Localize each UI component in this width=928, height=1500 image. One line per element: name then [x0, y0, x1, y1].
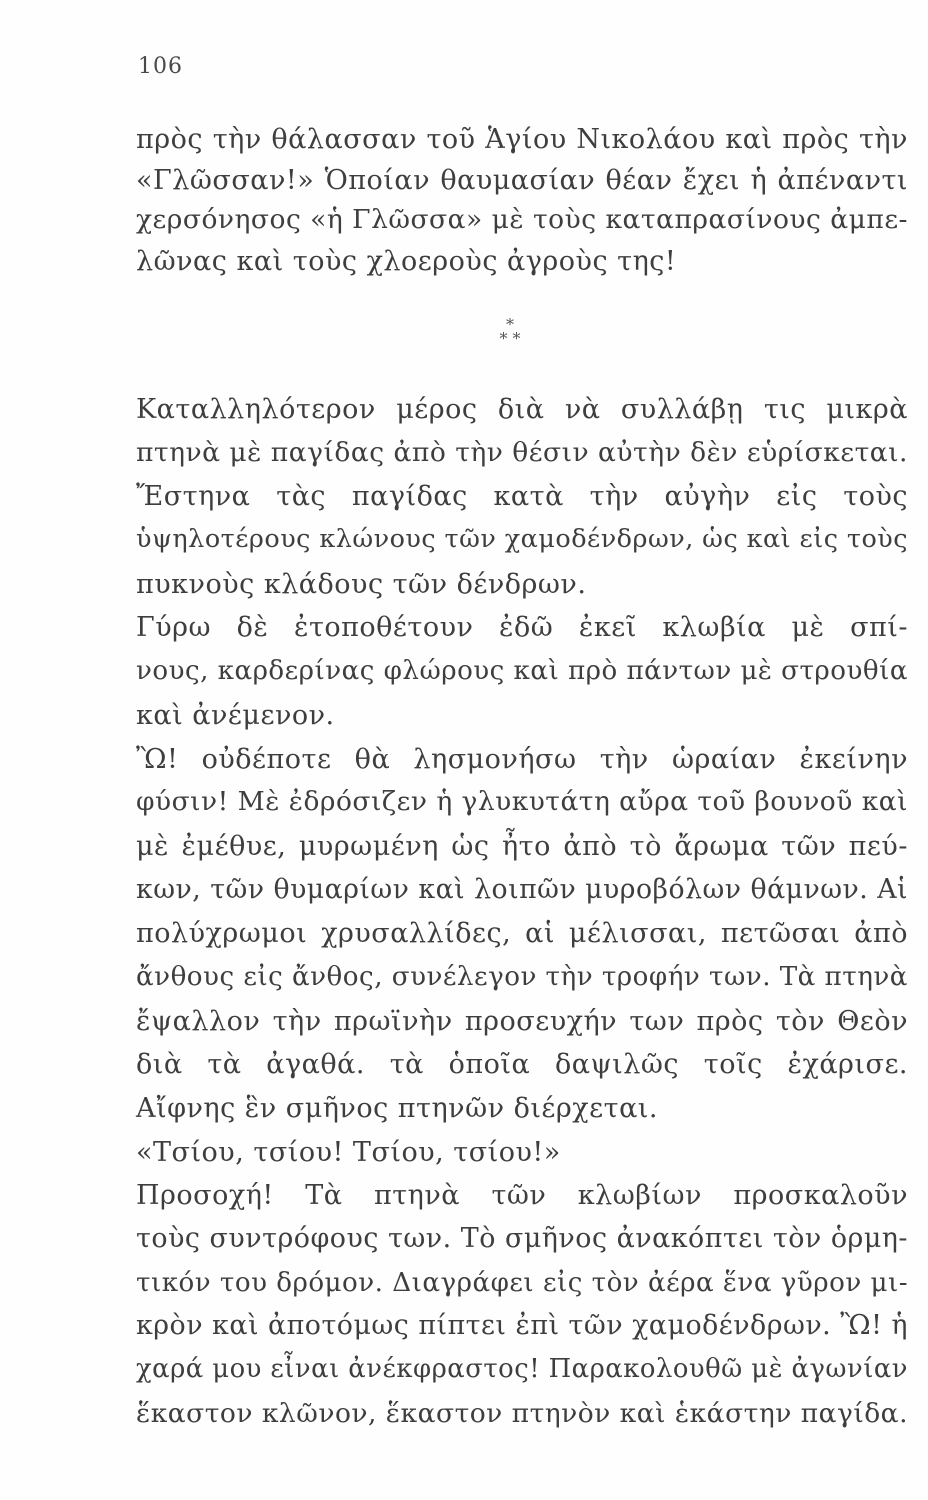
text-line: διὰ τὰ ἀγαθά. τὰ ὁποῖα δαψιλῶς τοῖς ἐχάρισε. — [136, 1049, 909, 1081]
text-line: «Τσίου, τσίου! Τσίου, τσίου!» — [136, 1136, 561, 1168]
text-line: Αἴφνης ἓν σμῆνος πτηνῶν διέρχεται. — [136, 1093, 658, 1124]
text-line: Προσοχή! Τὰ πτηνὰ τῶν κλωβίων προσκαλοῦν — [136, 1180, 909, 1212]
text-line: χαρά μου εἶναι ἀνέκφραστος! Παρακολουθῶ μὲ ἀγωνίαν — [136, 1354, 908, 1385]
text-line: καὶ ἀνέμενον. — [136, 699, 335, 731]
text-line: νους, καρδερίνας φλώρους καὶ πρὸ πάντων μὲ στρουθία — [136, 656, 908, 687]
text-line: ἄνθους εἰς ἄνθος, συνέλεγον τὴν τροφήν των. Τὰ πτηνὰ — [136, 961, 908, 992]
text-line: πτηνὰ μὲ παγίδας ἀπὸ τὴν θέσιν αὐτὴν δὲν εὑρίσκεται. — [136, 436, 908, 468]
text-line: πυκνοὺς κλάδους τῶν δένδρων. — [136, 568, 587, 600]
text-line: ὑψηλοτέρους κλώνους τῶν χαμοδένδρων, ὡς καὶ εἰς τοὺς — [136, 524, 908, 555]
text-line: Καταλληλότερον μέρος διὰ νὰ συλλάβῃ τις μικρὰ — [136, 394, 908, 425]
section-separator-asterisks — [480, 315, 540, 348]
text-line: κων, τῶν θυμαρίων καὶ λοιπῶν μυροβόλων θάμνων. Αἱ — [136, 873, 909, 905]
separator-line-1: * — [506, 315, 514, 334]
text-line: «Γλῶσσαν!» Ὁποίαν θαυμασίαν θέαν ἔχει ἡ ἀπέναντι — [136, 164, 909, 196]
text-line: κρὸν καὶ ἀποτόμως πίπτει ἐπὶ τῶν χαμοδένδρων. Ὢ! ἡ — [136, 1310, 908, 1342]
text-line: χερσόνησος «ἡ Γλῶσσα» μὲ τοὺς καταπρασίνους ἀμπε- — [136, 204, 908, 235]
text-line: πολύχρωμοι χρυσαλλίδες, αἱ μέλισσαι, πετῶσαι ἀπὸ — [136, 918, 908, 950]
text-line: ἔψαλλον τὴν πρωϊνὴν προσευχήν των πρὸς τὸν Θεὸν — [136, 1005, 909, 1037]
text-line: τικόν του δρόμον. Διαγράφει εἰς τὸν ἀέρα ἕνα γῦρον μι- — [136, 1267, 909, 1298]
text-line: λῶνας καὶ τοὺς χλοεροὺς ἀγροὺς της! — [136, 245, 677, 277]
paragraph-section-1 — [136, 126, 916, 288]
separator-line-2: * * — [499, 329, 521, 348]
text-line: πρὸς τὴν θάλασσαν τοῦ Ἁγίου Νικολάου καὶ πρὸς τὴν — [136, 124, 908, 155]
text-line: ἕκαστον κλῶνον, ἕκαστον πτηνὸν καὶ ἑκάστην παγίδα. — [136, 1397, 908, 1429]
paragraph-section-2 — [136, 396, 916, 1445]
page-number: 106 — [138, 54, 183, 79]
text-line: μὲ ἐμέθυε, μυρωμένη ὡς ἦτο ἀπὸ τὸ ἄρωμα τῶν πεύ- — [136, 830, 908, 862]
text-line: φύσιν! Μὲ ἐδρόσιζεν ἡ γλυκυτάτη αὔρα τοῦ βουνοῦ καὶ — [136, 786, 908, 818]
text-line: Ὢ! οὐδέποτε θὰ λησμονήσω τὴν ὡραίαν ἐκείνην — [136, 743, 908, 775]
text-line: Ἔστηνα τὰς παγίδας κατὰ τὴν αὐγὴν εἰς τοὺς — [136, 481, 909, 513]
text-line: τοὺς συντρόφους των. Τὸ σμῆνος ἀνακόπτει τὸν ὁρμη- — [136, 1223, 909, 1255]
text-line: Γύρω δὲ ἐτοποθέτουν ἐδῶ ἐκεῖ κλωβία μὲ σπί- — [136, 612, 908, 644]
